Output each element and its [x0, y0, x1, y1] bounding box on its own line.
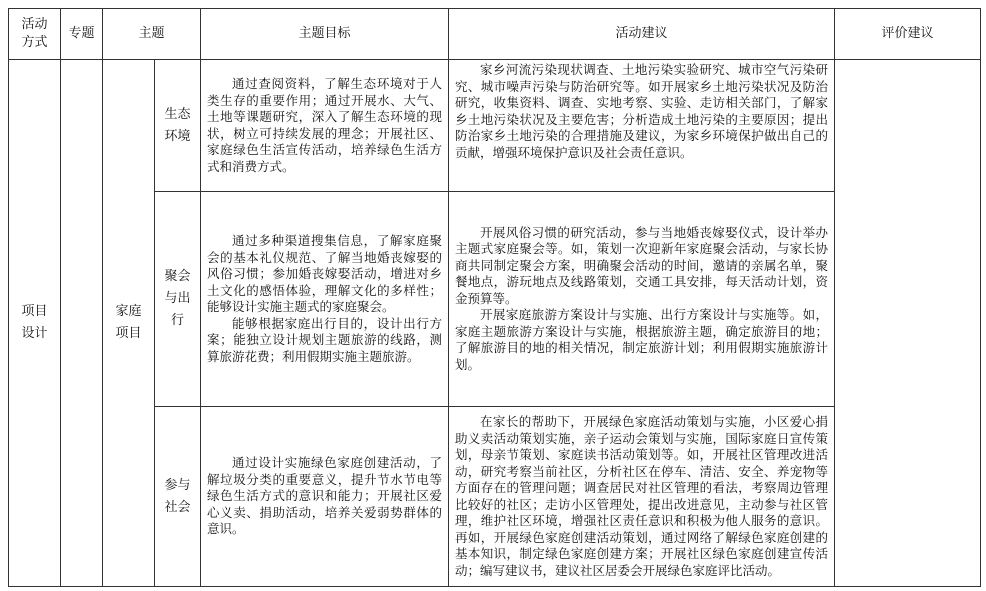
header-activity-mode: 活动方式 — [9, 9, 61, 60]
evaluation-cell — [835, 60, 981, 587]
suggestion-cell: 开展风俗习惯的研究活动，参与当地婚丧嫁娶仪式，设计举办主题式家庭聚会等。如，策划一次迎新年家庭聚会活动，与家长协商共同制定聚会方案，明确聚会活动的时间，邀请的亲属名单，聚餐地点，游玩地点及线路策划，交通工具安排，每天活动计划，资金预算等。 开展家庭旅游方案设计与实施、出行方案设计与实施等。如，家庭主题旅游方案设计与实施，根据旅游主题，确定旅游目的地；了解旅游目的地的相关情况，制定旅游计划；利用假期实施旅游计划。 — [449, 192, 835, 407]
header-activity-suggestion: 活动建议 — [449, 9, 835, 60]
header-theme: 主题 — [103, 9, 201, 60]
topic-cell-2: 家庭项目 — [103, 60, 155, 587]
header-topic: 专题 — [61, 9, 103, 60]
goal-cell: 通过多种渠道搜集信息，了解家庭聚会的基本礼仪规范、了解当地婚丧嫁娶的风俗习惯；参加婚丧嫁娶活动，增进对乡土文化的感悟体验，理解文化的多样性；能够设计实施主题式的家庭聚会。 能够根据家庭出行目的，设计出行方案；能独立设计规划主题旅游的线路，测算旅游花费；利用假期实施主题旅游。 — [201, 192, 449, 407]
table-row — [9, 60, 981, 192]
theme-cell: 参与社会 — [155, 407, 201, 587]
goal-cell: 通过查阅资料，了解生态环境对于人类生存的重要作用；通过开展水、大气、土地等课题研究，深入了解生态环境的现状，树立可持续发展的理念；开展社区、家庭绿色生活宣传活动，培养绿色生活方式和消费方式。 — [201, 60, 449, 192]
header-row — [9, 9, 981, 60]
theme-cell: 聚会与出行 — [155, 192, 201, 407]
suggestion-cell: 家乡河流污染现状调查、土地污染实验研究、城市空气污染研究、城市噪声污染与防治研究等。如开展家乡土地污染状况及防治研究，收集资料、调查、实地考察、实验、走访相关部门，了解家乡土地污染状况及主要危害；分析造成土地污染的主要原因；提出防治家乡土地污染的合理措施及建议，为家乡环境保护做出自己的贡献，增强环境保护意识及社会责任意识。 — [449, 60, 835, 192]
suggestion-cell: 在家长的帮助下，开展绿色家庭活动策划与实施，小区爱心捐助义卖活动策划实施，亲子运动会策划与实施，国际家庭日宣传策划，母亲节策划、家庭读书活动策划等。如，开展社区管理改进活动，研究考察当前社区，分析社区在停车、清洁、安全、养宠物等方面存在的管理问题；调查居民对社区管理的看法，考察周边管理比较好的社区；走访小区管理处，提出改进意见，主动参与社区管理，维护社区环境，增强社区责任意识和积极为他人服务的意识。再如，开展绿色家庭创建活动策划，通过网络了解绿色家庭创建的基本知识，制定绿色家庭创建方案；开展社区绿色家庭创建宣传活动；编写建议书，建议社区居委会开展绿色家庭评比活动。 — [449, 407, 835, 587]
curriculum-table — [8, 8, 981, 587]
curriculum-table-page — [8, 8, 980, 586]
theme-cell: 生态环境 — [155, 60, 201, 192]
header-theme-goal: 主题目标 — [201, 9, 449, 60]
topic-cell — [61, 60, 103, 587]
activity-mode-cell: 项目设计 — [9, 60, 61, 587]
header-evaluation-suggestion: 评价建议 — [835, 9, 981, 60]
goal-cell: 通过设计实施绿色家庭创建活动，了解垃圾分类的重要意义，提升节水节电等绿色生活方式的意识和能力；开展社区爱心义卖、捐助活动，培养关爱弱势群体的意识。 — [201, 407, 449, 587]
